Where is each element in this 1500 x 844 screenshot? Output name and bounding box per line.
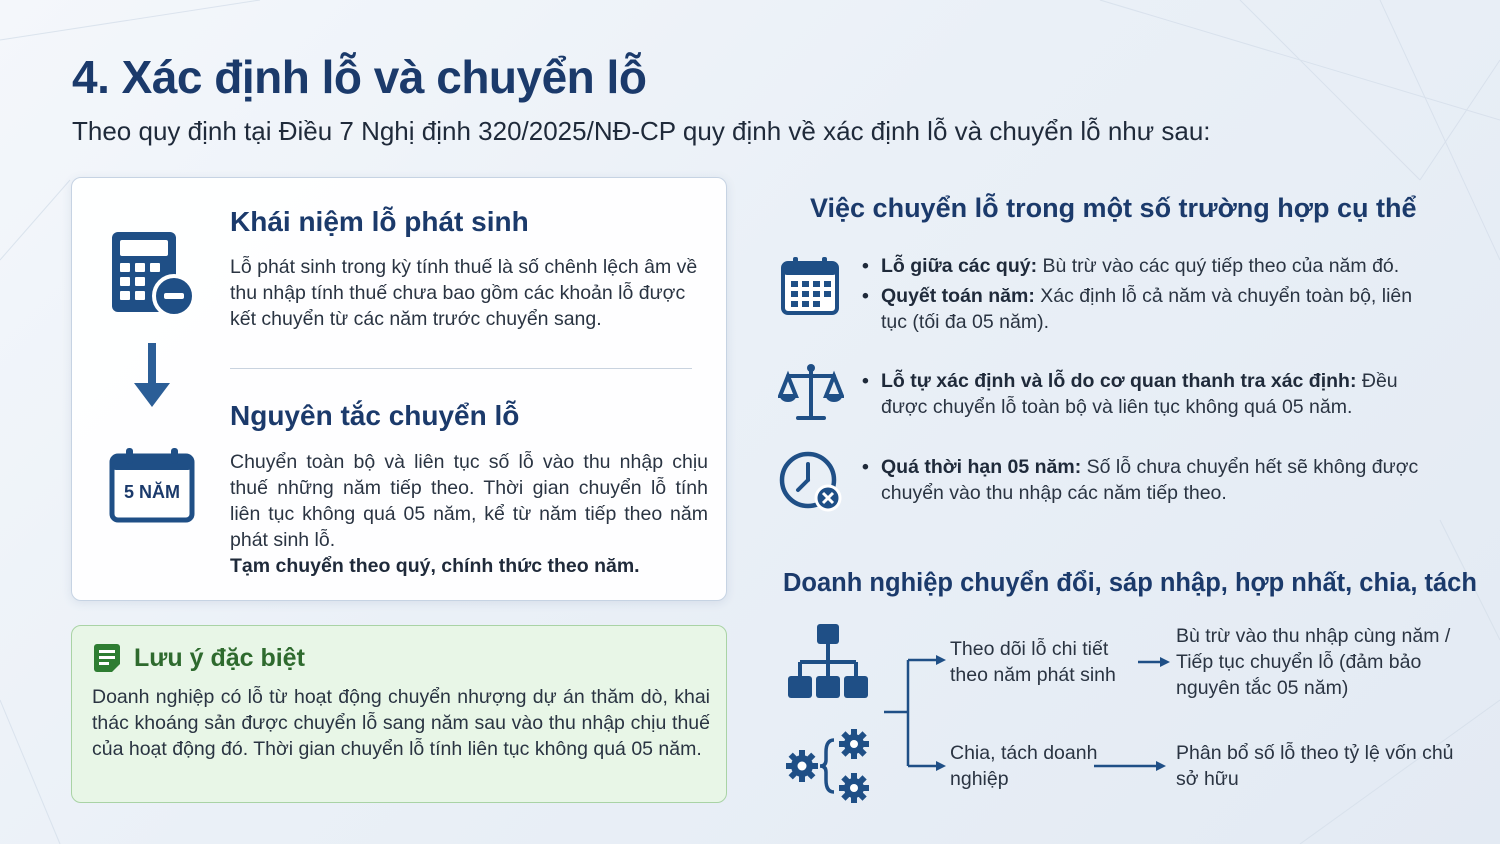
case-text: Xác định lỗ cả năm và chuyển toàn bộ, liên tục (tối đa 05 năm). xyxy=(881,285,1413,333)
concept-heading: Khái niệm lỗ phát sinh xyxy=(230,206,529,237)
case-text: Đều được chuyển lỗ toàn bộ và liên tục không quá 05 năm. xyxy=(881,370,1398,418)
calendar-grid-icon xyxy=(780,255,842,317)
case-item-expired xyxy=(862,454,1422,506)
flow-allocate-loss: Phân bổ số lỗ theo tỷ lệ vốn chủ sở hữu xyxy=(1176,742,1454,790)
concept-text: Lỗ phát sinh trong kỳ tính thuế là số chênh lệch âm về thu nhập tính thuế chưa bao gồm các khoản lỗ được kết chuyển từ các năm trước chuyển sang. xyxy=(230,256,698,330)
case-label: Lỗ tự xác định và lỗ do cơ quan thanh tra xác định: xyxy=(881,370,1357,392)
page-subtitle: Theo quy định tại Điều 7 Nghị định 320/2025/NĐ-CP quy định về xác định lỗ và chuyển lỗ như sau: xyxy=(72,116,1211,146)
special-note-card xyxy=(71,625,727,803)
case-item-quarter xyxy=(862,253,1432,279)
case-item-annual xyxy=(862,283,1432,335)
clock-expired-icon xyxy=(778,450,844,516)
concept-principle-card xyxy=(71,177,727,601)
principle-heading: Nguyên tắc chuyển lỗ xyxy=(230,400,520,431)
org-chart-icon xyxy=(786,622,872,702)
principle-text: Chuyển toàn bộ và liên tục số lỗ vào thu nhập chịu thuế những năm tiếp theo. Thời gian chuyển lỗ tính liên tục không quá 05 năm, kể từ năm tiếp theo năm phát sinh lỗ. xyxy=(230,451,708,551)
case-text: Bù trừ vào các quý tiếp theo của năm đó. xyxy=(1037,255,1400,277)
card-divider xyxy=(230,368,692,369)
arrow-down-icon xyxy=(132,343,172,413)
flow-track-loss: Theo dõi lỗ chi tiết theo năm phát sinh xyxy=(950,638,1116,686)
calculator-minus-icon xyxy=(110,230,200,322)
case-label: Lỗ giữa các quý: xyxy=(881,255,1038,277)
five-year-badge: 5 NĂM xyxy=(123,482,180,502)
gears-split-icon xyxy=(784,726,874,806)
note-document-icon xyxy=(92,642,124,674)
case-text: Số lỗ chưa chuyển hết sẽ không được chuyển vào thu nhập các năm tiếp theo. xyxy=(881,456,1419,504)
note-text: Doanh nghiệp có lỗ từ hoạt động chuyển nhượng dự án thăm dò, khai thác khoáng sản được chuyển lỗ sang năm sau vào thu nhập chịu thuế của hoạt động đó. Thời gian chuyển lỗ tính liên tục không quá 05 năm. xyxy=(92,686,710,760)
case-item-inspection xyxy=(862,368,1422,420)
scale-icon xyxy=(778,360,844,426)
note-heading: Lưu ý đặc biệt xyxy=(134,644,305,672)
flow-offset-income: Bù trừ vào thu nhập cùng năm / Tiếp tục chuyển lỗ (đảm bảo nguyên tắc 05 năm) xyxy=(1176,625,1451,699)
cases-heading: Việc chuyển lỗ trong một số trường hợp cụ thể xyxy=(810,193,1417,223)
restructure-heading: Doanh nghiệp chuyển đổi, sáp nhập, hợp nhất, chia, tách xyxy=(783,569,1477,597)
case-label: Quyết toán năm: xyxy=(881,285,1035,307)
case-label: Quá thời hạn 05 năm: xyxy=(881,456,1082,478)
principle-bold-text: Tạm chuyển theo quý, chính thức theo năm. xyxy=(230,555,640,577)
flow-split-enterprise: Chia, tách doanh nghiệp xyxy=(950,742,1098,790)
page-title: 4. Xác định lỗ và chuyển lỗ xyxy=(72,51,647,103)
